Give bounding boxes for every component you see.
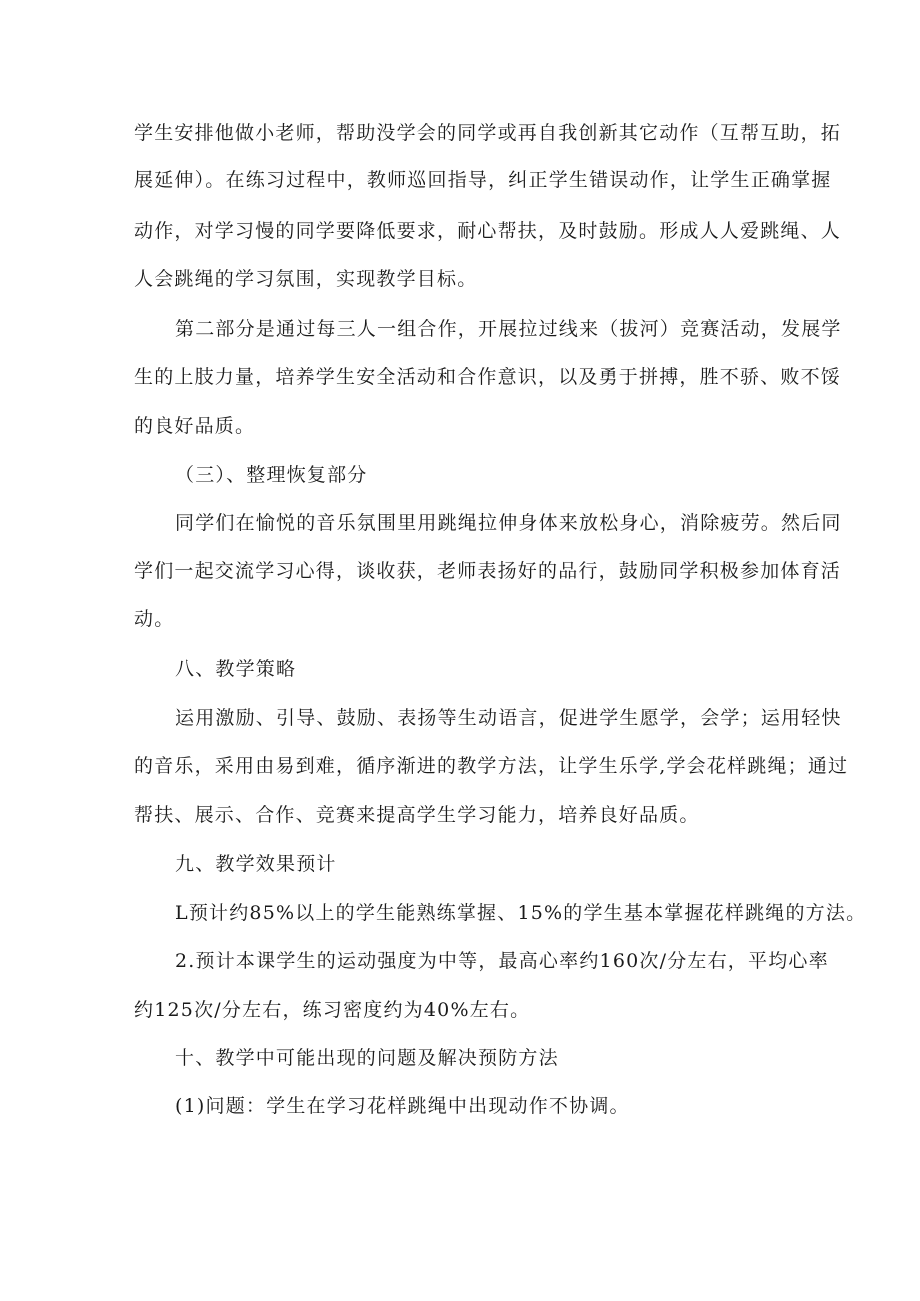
paragraph-line: 展延伸）。在练习过程中，教师巡回指导，纠正学生错误动作，让学生正确掌握 (134, 169, 832, 191)
paragraph-line: 帮扶、展示、合作、竞赛来提高学生学习能力，培养良好品质。 (134, 804, 700, 826)
paragraph-line: 学们一起交流学习心得，谈收获，老师表扬好的品行，鼓励同学积极参加体育活 (134, 560, 842, 582)
paragraph-line: (1)问题：学生在学习花样跳绳中出现动作不协调。 (175, 1095, 630, 1117)
paragraph-line: 2.预计本课学生的运动强度为中等，最高心率约160次/分左右，平均心率 (175, 950, 829, 972)
paragraph-line: 人会跳绳的学习氛围，实现教学目标。 (134, 268, 478, 290)
section-heading: 九、教学效果预计 (175, 853, 337, 875)
section-heading: 十、教学中可能出现的问题及解决预防方法 (175, 1047, 559, 1069)
paragraph-line: 动作，对学习慢的同学要降低要求，耐心帮扶，及时鼓励。形成人人爱跳绳、人 (134, 220, 842, 242)
section-heading: （三）、整理恢复部分 (175, 464, 368, 486)
paragraph-line: 的良好品质。 (134, 415, 256, 437)
paragraph-line: L预计约85%以上的学生能熟练掌握、15%的学生基本掌握花样跳绳的方法。 (175, 902, 867, 924)
paragraph-line: 的音乐，采用由易到难，循序渐进的教学方法，让学生乐学,学会花样跳绳；通过 (134, 755, 849, 777)
paragraph-line: 同学们在愉悦的音乐氛围里用跳绳拉伸身体来放松身心，消除疲劳。然后同 (175, 512, 842, 534)
section-heading: 八、教学策略 (175, 658, 297, 680)
paragraph-line: 生的上肢力量，培养学生安全活动和合作意识，以及勇于拼搏，胜不骄、败不馁 (134, 366, 842, 388)
paragraph-line: 运用激励、引导、鼓励、表扬等生动语言，促进学生愿学，会学；运用轻快 (175, 707, 842, 729)
paragraph-line: 约125次/分左右，练习密度约为40%左右。 (134, 999, 531, 1021)
paragraph-line: 学生安排他做小老师，帮助没学会的同学或再自我创新其它动作（互帮互助，拓 (134, 122, 842, 144)
paragraph-line: 第二部分是通过每三人一组合作，开展拉过线来（拔河）竞赛活动，发展学 (175, 318, 842, 340)
paragraph-line: 动。 (134, 608, 175, 630)
